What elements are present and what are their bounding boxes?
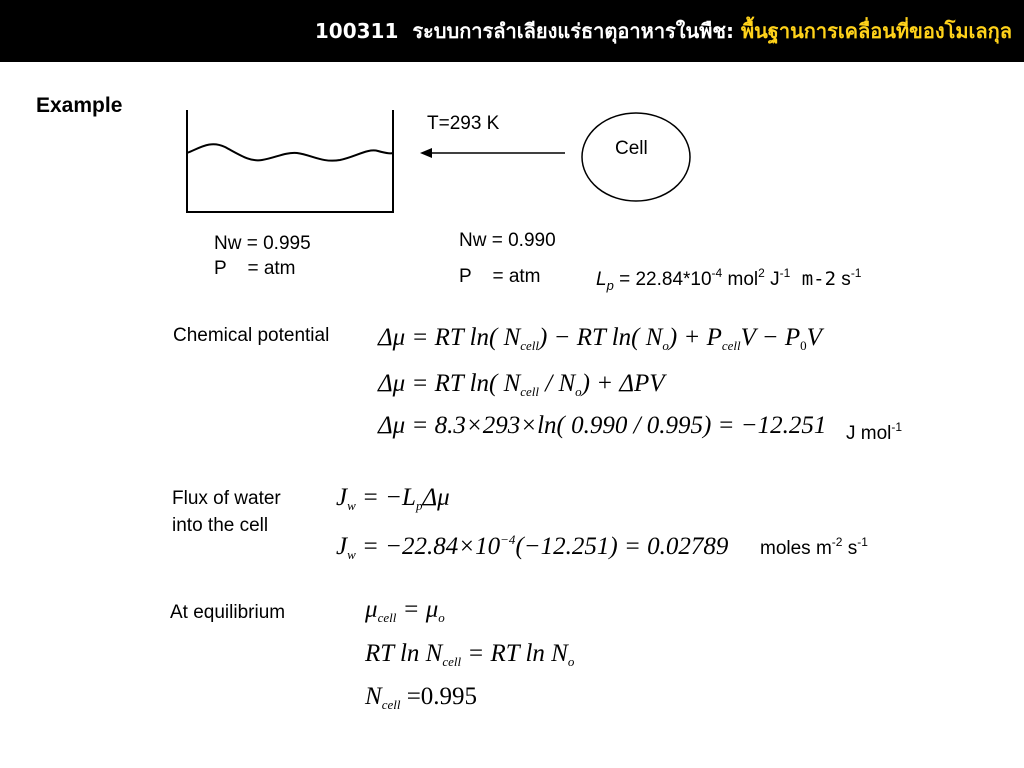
chem-unit bbox=[846, 420, 902, 445]
chem-eq2 bbox=[378, 370, 665, 400]
flux-eq1 bbox=[336, 484, 450, 514]
eq-eq3-c: =0.995 bbox=[400, 683, 478, 710]
chem-unit-text: J mol bbox=[846, 423, 892, 444]
chem-eq1-d: o bbox=[662, 338, 669, 353]
chemical-potential-label: Chemical potential bbox=[173, 325, 330, 346]
flux-unit-exp1: -2 bbox=[831, 535, 843, 549]
flux-eq2-a: J bbox=[336, 533, 348, 560]
water-surface bbox=[187, 144, 393, 160]
eq-eq1-d: o bbox=[438, 610, 445, 625]
lp-exp: -4 bbox=[711, 266, 723, 280]
topic-title: พื้นฐานการเคลื่อนที่ของโมเลกุล bbox=[740, 19, 1012, 43]
right-p: P = atm bbox=[459, 266, 541, 287]
chem-eq3: Δμ = 8.3×293×ln( 0.990 / 0.995) = −12.251 bbox=[378, 412, 827, 439]
chem-eq1-a: Δμ = RT ln( N bbox=[378, 324, 521, 351]
eq-eq3 bbox=[365, 683, 477, 713]
eq-eq2-b: cell bbox=[442, 654, 462, 669]
course-title: 100311 ระบบการลำเลียงแร่ธาตุอาหารในพืช: bbox=[314, 19, 741, 43]
chem-eq1-f: cell bbox=[721, 338, 741, 353]
lp-unit-j: J bbox=[764, 269, 780, 290]
beaker bbox=[187, 110, 393, 212]
lp-unit-mol-exp: 2 bbox=[758, 266, 765, 280]
flux-unit bbox=[760, 535, 868, 560]
lp-symbol: L bbox=[596, 269, 607, 290]
flux-eq2-d: −4 bbox=[500, 532, 516, 547]
flux-eq2 bbox=[336, 532, 728, 563]
left-nw: Nw = 0.995 bbox=[214, 233, 311, 254]
lp-unit-m: m-2 bbox=[790, 268, 837, 290]
flux-eq1-c: = −L bbox=[355, 484, 416, 511]
chem-eq2-e: ) + ΔPV bbox=[581, 370, 665, 397]
chem-eq1-i: V bbox=[806, 324, 822, 351]
chem-eq1-e: ) + P bbox=[668, 324, 722, 351]
eq-eq1-c: = μ bbox=[396, 596, 439, 623]
eq-eq1-b: cell bbox=[377, 610, 397, 625]
eq-eq1 bbox=[365, 596, 445, 626]
eq-eq1-a: μ bbox=[365, 596, 378, 623]
flux-unit-s: s bbox=[842, 538, 858, 559]
cell-label: Cell bbox=[615, 138, 648, 159]
flux-label-line1: Flux of water bbox=[172, 488, 281, 509]
right-nw: Nw = 0.990 bbox=[459, 230, 556, 251]
eq-eq3-b: cell bbox=[381, 697, 401, 712]
flux-eq2-c: = −22.84×10 bbox=[355, 533, 501, 560]
lp-unit-s-exp: -1 bbox=[850, 266, 862, 280]
chem-unit-exp: -1 bbox=[891, 420, 903, 434]
lp-value: = 22.84*10 bbox=[619, 269, 712, 290]
flux-eq1-d: p bbox=[415, 498, 423, 513]
chem-eq1-h: 0 bbox=[800, 338, 807, 353]
lp-unit-s: s bbox=[836, 269, 851, 290]
arrow-head bbox=[420, 148, 432, 158]
eq-eq3-a: N bbox=[365, 683, 382, 710]
flux-label-line2: into the cell bbox=[172, 515, 269, 536]
temperature-label: T=293 K bbox=[427, 113, 500, 134]
eq-eq2-a: RT ln N bbox=[365, 640, 443, 667]
flux-unit-exp2: -1 bbox=[857, 535, 868, 549]
lp-expression bbox=[596, 266, 861, 293]
chem-eq1-c: ) − RT ln( N bbox=[539, 324, 663, 351]
lp-unit-mol: mol bbox=[722, 269, 759, 290]
eq-eq2-c: = RT ln N bbox=[461, 640, 568, 667]
chem-eq2-c: / N bbox=[539, 370, 576, 397]
flux-eq2-b: w bbox=[347, 547, 356, 562]
chem-eq2-b: cell bbox=[520, 384, 540, 399]
eq-eq2 bbox=[365, 640, 574, 670]
chem-eq1-b: cell bbox=[520, 338, 540, 353]
flux-unit-text: moles m bbox=[760, 538, 832, 559]
flux-eq1-a: J bbox=[336, 484, 348, 511]
left-p: P = atm bbox=[214, 258, 296, 279]
chem-eq2-d: o bbox=[575, 384, 582, 399]
flux-eq1-e: Δμ bbox=[422, 484, 450, 511]
chem-eq2-a: Δμ = RT ln( N bbox=[378, 370, 521, 397]
flux-eq2-e: (−12.251) = 0.02789 bbox=[515, 533, 729, 560]
eq-eq2-d: o bbox=[567, 654, 575, 669]
example-label: Example bbox=[36, 94, 123, 117]
lp-sub: p bbox=[606, 277, 614, 293]
equilibrium-label: At equilibrium bbox=[170, 602, 286, 623]
lp-unit-j-exp: -1 bbox=[779, 266, 791, 280]
flux-eq1-b: w bbox=[347, 498, 356, 513]
chem-eq1 bbox=[378, 324, 822, 354]
chem-eq1-g: V − P bbox=[740, 324, 801, 351]
